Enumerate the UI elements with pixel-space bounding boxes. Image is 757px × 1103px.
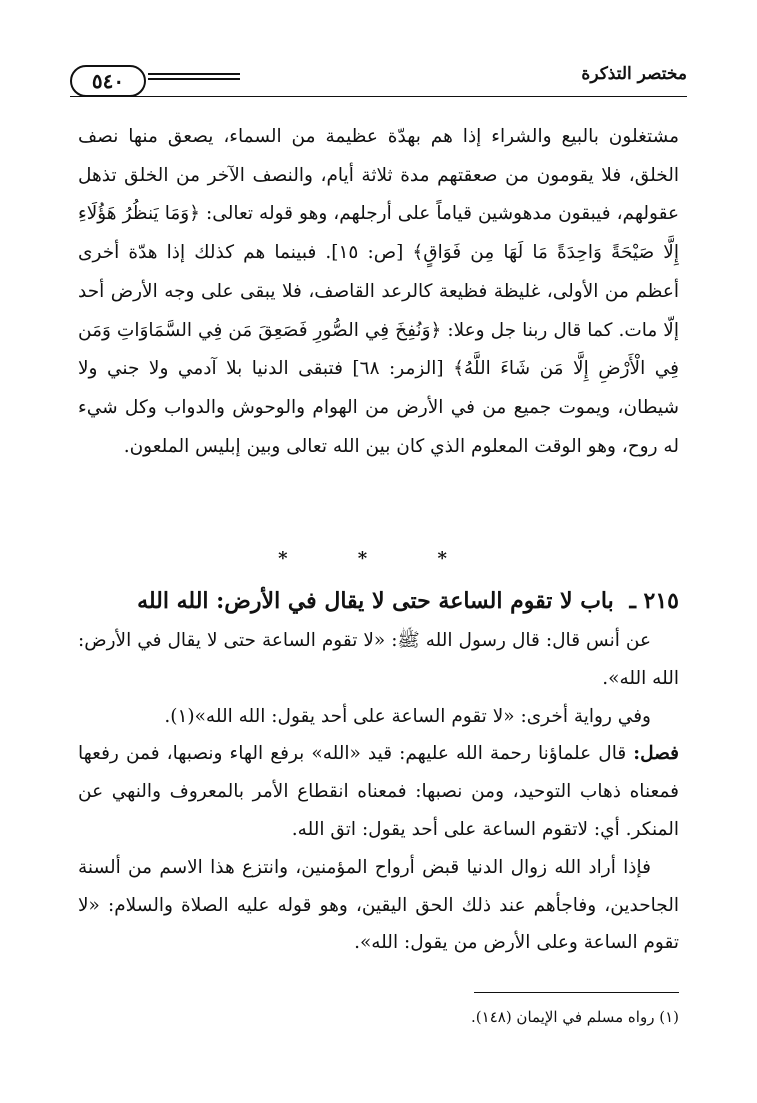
narration-paragraph: وفي رواية أخرى: «لا تقوم الساعة على أحد يقول: الله الله»(١). — [164, 705, 651, 727]
chapter-heading — [78, 582, 679, 620]
chapter-title: باب لا تقوم الساعة حتى لا يقال في الأرض: الله الله — [137, 588, 614, 614]
footnote: (١) رواه مسلم في الإيمان (١٤٨). — [471, 1008, 679, 1026]
footnote-rule — [474, 992, 679, 993]
fasl-paragraph — [78, 735, 679, 848]
fasl-label: فصل: — [633, 743, 679, 765]
hadith-paragraph: عن أنس قال: قال رسول الله ﷺ: «لا تقوم الساعة حتى لا يقال في الأرض: الله الله». — [78, 630, 679, 689]
page-number: ٥٤٠ — [70, 65, 146, 97]
paragraph: مشتغلون بالبيع والشراء إذا هم بهدّة عظيمة من السماء، يصعق منها نصف الخلق، فلا يقومون من صعقتهم مدة ثلاثة أيام، والنصف الآخر من الخلق تذهل عقولهم، فيبقون مدهوشين قياماً على أرجلهم، وهو قوله تعالى: ﴿وَمَا يَنظُرُ هَؤُلَاءِ إِلَّا صَيْحَةً وَاحِدَةً مَا لَهَا مِن فَوَاقٍ﴾ [ص: ١٥]. فبينما هم كذلك إذا هدّة أخرى أعظم من الأولى، غليظة فظيعة كالرعد القاصف، فلا يبقى على وجه الأرض أحد إلّا مات. كما قال ربنا جل وعلا: ﴿وَنُفِخَ فِي الصُّورِ فَصَعِقَ مَن فِي السَّمَاوَاتِ وَمَن فِي الْأَرْضِ إِلَّا مَن شَاءَ اللَّهُ﴾ [الزمر: ٦٨] فتبقى الدنيا بلا آدمي ولا جني ولا شيطان، ويموت جميع من في الأرض من الهوام والوحوش والدواب وكل شيء له روح، وهو الوقت المعلوم الذي كان بين الله تعالى وبين إبليس الملعون. — [78, 126, 680, 457]
chapter-number: ٢١٥ ـ — [629, 588, 679, 614]
closing-paragraph: فإذا أراد الله زوال الدنيا قبض أرواح المؤمنين، وانتزع هذا الاسم من ألسنة الجاحدين، وفاجأهم عند ذلك الحق اليقين، وهو قوله عليه الصلاة والسلام: «لا تقوم الساعة وعلى الأرض من يقول: الله». — [78, 856, 679, 954]
badge-ornament-lines — [148, 73, 240, 85]
fasl-text: قال علماؤنا رحمة الله عليهم: قيد «الله» برفع الهاء ونصبها، فمن رفعها فمعناه ذهاب التوحيد، ومن نصبها: فمعناه انقطاع الأمر بالمعروف والنهي عن المنكر. أي: لاتقوم الساعة على أحد يقول: اتق الله. — [78, 743, 679, 840]
running-title: مختصر التذكرة — [581, 64, 687, 84]
chapter-section — [78, 582, 679, 962]
page-header — [70, 62, 687, 102]
main-text — [78, 118, 679, 466]
page-number-badge — [70, 62, 240, 100]
section-separator: * * * — [278, 548, 479, 569]
